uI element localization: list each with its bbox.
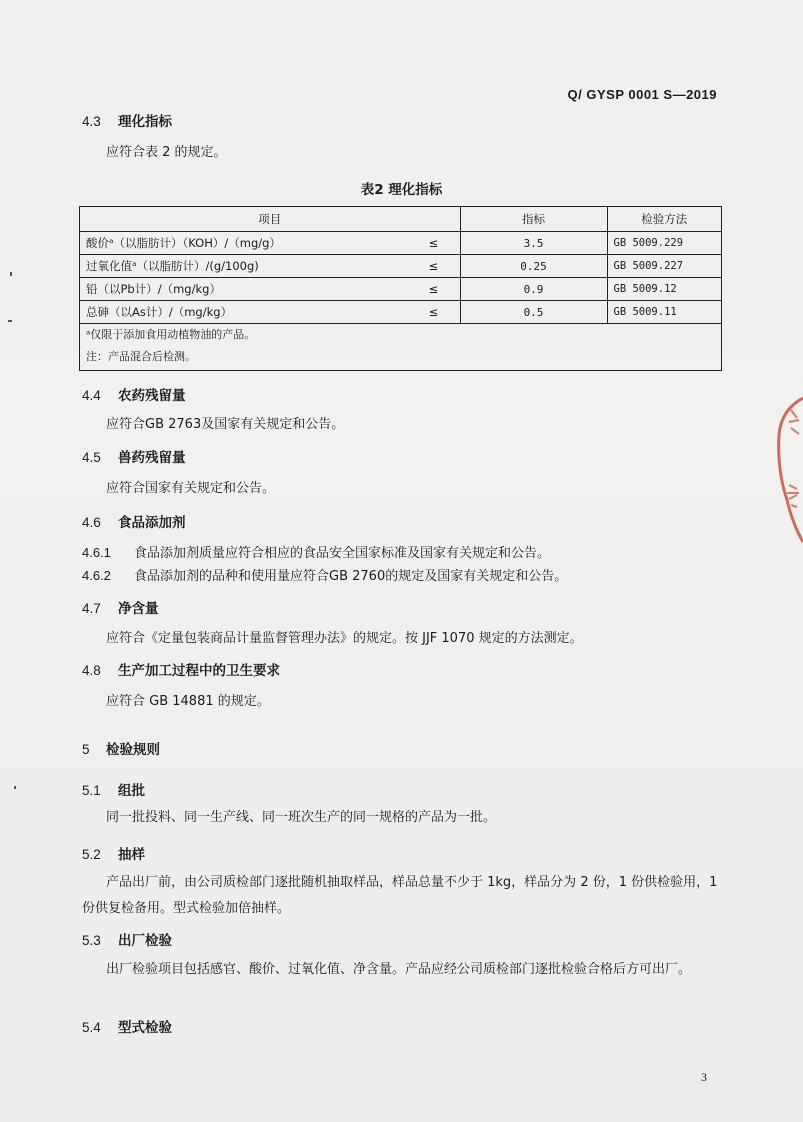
section-4-8-text: 应符合 GB 14881 的规定。 [106, 694, 270, 709]
table-row [80, 278, 722, 301]
clause-text: 食品添加剂质量应符合相应的食品安全国家标准及国家有关规定和公告。 [134, 546, 551, 561]
row-value: 3.5 [460, 232, 607, 255]
section-number: 4.8 [82, 663, 101, 678]
section-4-7-text: 应符合《定量包装商品计量监督管理办法》的规定。按 JJF 1070 规定的方法测定。 [106, 631, 583, 646]
section-5-3-heading [82, 929, 172, 949]
row-operator: ≤ [408, 301, 461, 324]
section-title: 兽药残留量 [118, 450, 186, 466]
section-number: 4.7 [82, 601, 101, 616]
table-footnote: ᵃ仅限于添加食用动植物油的产品。 [86, 328, 256, 341]
clause-text: 食品添加剂的品种和使用量应符合GB 2760的规定及国家有关规定和公告。 [134, 569, 568, 584]
seal-fragment [773, 390, 803, 550]
section-number: 4.6 [82, 515, 101, 530]
scan-speck [10, 272, 12, 276]
section-5-1-text: 同一批投料、同一生产线、同一班次生产的同一规格的产品为一批。 [106, 810, 497, 825]
document-code: Q/ GYSP 0001 S—2019 [567, 87, 717, 102]
table-note: 注：产品混合后检测。 [86, 350, 196, 363]
row-operator: ≤ [408, 255, 461, 278]
section-4-3-text: 应符合表 2 的规定。 [106, 145, 227, 160]
table-notes [80, 324, 722, 371]
section-title: 农药残留量 [118, 388, 186, 404]
table-row [80, 255, 722, 278]
section-number: 4.4 [82, 388, 101, 403]
section-4-8-heading [82, 659, 280, 679]
row-value: 0.25 [460, 255, 607, 278]
section-4-5-text: 应符合国家有关规定和公告。 [106, 481, 276, 496]
row-item: 总砷（以As计）/（mg/kg） [80, 301, 408, 324]
chapter-number: 5 [82, 742, 90, 757]
table-row [80, 301, 722, 324]
section-title: 理化指标 [118, 114, 172, 130]
section-number: 4.3 [82, 114, 101, 129]
table-notes-row [80, 324, 722, 371]
section-4-5-heading [82, 446, 186, 466]
section-title: 型式检验 [118, 1020, 172, 1036]
section-title: 出厂检验 [118, 933, 172, 949]
row-value: 0.9 [460, 278, 607, 301]
header-item: 项目 [80, 207, 461, 232]
physicochemical-table [79, 206, 722, 371]
row-method: GB 5009.11 [607, 301, 722, 324]
section-title: 净含量 [118, 601, 159, 617]
row-value: 0.5 [460, 301, 607, 324]
section-5-2-heading [82, 843, 145, 863]
clause-number: 4.6.2 [82, 568, 111, 583]
section-title: 食品添加剂 [118, 515, 186, 531]
section-4-6-heading [82, 511, 186, 531]
header-index: 指标 [460, 207, 607, 232]
table-header-row [80, 207, 722, 232]
row-item: 酸价ᵃ（以脂肪计）（KOH）/（mg/g） [80, 232, 408, 255]
page-number: 3 [701, 1070, 707, 1084]
clause-4-6-1 [82, 542, 550, 561]
section-number: 5.4 [82, 1020, 101, 1035]
row-item: 铅（以Pb计）/（mg/kg） [80, 278, 408, 301]
chapter-5-heading [82, 738, 160, 758]
section-4-3-heading [82, 110, 172, 130]
section-title: 组批 [118, 783, 145, 799]
section-5-2-text: 产品出厂前，由公司质检部门逐批随机抽取样品，样品总量不少于 1kg，样品分为 2 份，1 份供检验用，1 份供复检备用。型式检验加倍抽样。 [82, 875, 718, 916]
row-method: GB 5009.12 [607, 278, 722, 301]
section-4-4-heading [82, 384, 186, 404]
scan-speck [14, 786, 16, 789]
section-5-4-heading [82, 1016, 172, 1036]
section-4-7-heading [82, 597, 159, 617]
header-method: 检验方法 [607, 207, 722, 232]
clause-4-6-2 [82, 565, 567, 584]
clause-number: 4.6.1 [82, 545, 111, 560]
section-title: 生产加工过程中的卫生要求 [118, 663, 280, 679]
section-title: 抽样 [118, 847, 145, 863]
row-item: 过氧化值ᵃ（以脂肪计）/(g/100g) [80, 255, 408, 278]
section-5-3-text: 出厂检验项目包括感官、酸价、过氧化值、净含量。产品应经公司质检部门逐批检验合格后方可出厂。 [106, 962, 692, 977]
section-5-1-heading [82, 779, 145, 799]
section-number: 5.3 [82, 933, 101, 948]
row-operator: ≤ [408, 232, 461, 255]
row-method: GB 5009.229 [607, 232, 722, 255]
row-method: GB 5009.227 [607, 255, 722, 278]
scan-speck [8, 320, 12, 322]
table-title: 表2 理化指标 [360, 182, 443, 198]
row-operator: ≤ [408, 278, 461, 301]
section-number: 5.1 [82, 783, 101, 798]
table-row [80, 232, 722, 255]
section-number: 4.5 [82, 450, 101, 465]
section-number: 5.2 [82, 847, 101, 862]
section-4-4-text: 应符合GB 2763及国家有关规定和公告。 [106, 417, 345, 432]
chapter-title: 检验规则 [106, 742, 160, 758]
